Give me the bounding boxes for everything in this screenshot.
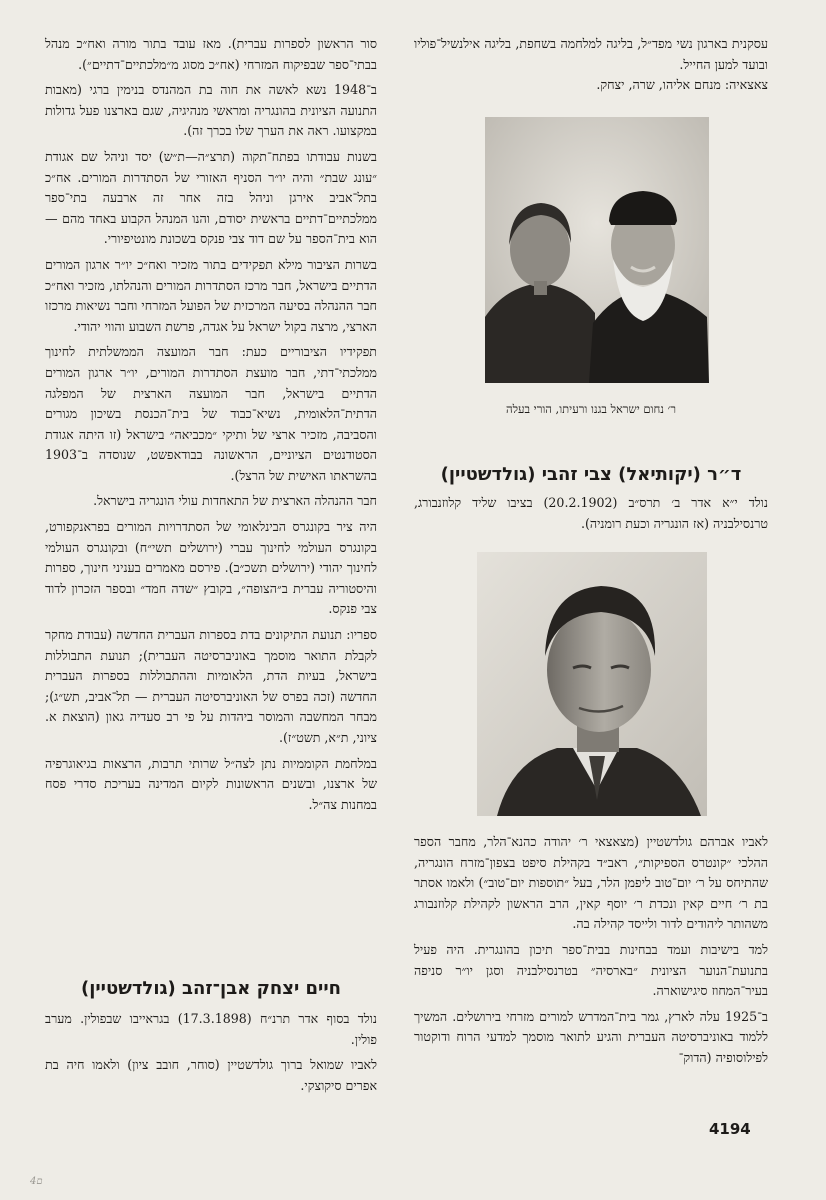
left-paragraph: במלחמת הקוממיות נתן לצה״ל שרותי תרבות, הרצאות בגיאוגרפיה של ארצנו, ובשנים הראשונות לקיום המדינה בעריכת סדרי פסח במחנות צה״ל. — [45, 755, 377, 812]
couple-photo-caption: ר׳ נחום ישראל בגנו ורעיתו, הורי בעלה — [505, 402, 676, 416]
portrait-photo-image — [477, 552, 707, 816]
left-paragraph: ספריו: תנועת התיקונים בדת בספרות העברית החדשה (עבודת מחקר לקבלת התואר מוסמך באוניברסיטה העברית); תנועת התבוללות בישראל, בעיות הדת, הלאומיות וההתבוללות בספרות העברית החדשה (זכה בפרס של האוניברסיטה העברית — תל־אביב, תש״ג); מבחר המחשבה והמוסר ביהדות על פי רב סעדיה גאון (הוצאת א. ציוני, ת״א, תשט״ז). — [45, 627, 377, 745]
left-paragraph: תפקידיו הציבוריים כעת: חבר המועצה הממשלתית לחינוך ממלכתי־דתי, חבר מועצת הסתדרות המורים, יו״ר ארגון המורים הדתיים בישראל, חבר המועצה הארצית של המפלגה הדתית־הלאומית, נשיא־כבוד של בית־הכנסת בשיכון מגורים והסביבה, מזכיר ארצי של ותיקי ״מכביאה״ בישראל (זו היתה אגודת הסטודנטים הציוניים, הראשונה בבודאפשט, שנוסדה ב־1903 בהשראתו האישית של הרצל). — [45, 344, 377, 483]
descendants-line: צאצאיה: מנחם אליהו, שרה, יצחק. — [596, 77, 768, 93]
left-paragraph: ב־1948 נשא לאשה את חוה בת המהנדס בנימין ברגי (מאבות התנועה הציונית בהונגריה ומראשי מנהיגיה, שגם בארצנו פעל גדולות במקצועו. ראה את הערך שלו בכרך זה). — [45, 82, 377, 139]
left-paragraph: בשרות הציבור מילא תפקידים בתור מזכיר ואח״כ יו״ר ארגון המורים הדתיים בישראל, חבר מרכז הסתדרות המורים והנהלתו, מזכיר ואח״כ חבר ההנהלה בסיעה המרכזית של הפועל המזרחי וחבר נשיאות מרכזו הארצי, מרצה בקול ישראל על אגדה, פרשת השבוע והווי יהודי. — [45, 256, 377, 334]
entry-paragraph: למד בישיבות ועמד בבחינות בבית־ספר תיכון בהונגרית. היה פעיל בתנועת־הנוער הציונית ״בארסיה״ בטרנסילבניה וסגן יו״ר סניפה בעיר־המחוז סיגישוארה. — [414, 941, 768, 999]
right-column-top — [414, 34, 768, 96]
page-number: 4194 — [709, 1120, 751, 1138]
pencil-note: 4ם — [30, 1176, 43, 1187]
right-paragraph: עסקנית בארגון נשי מפד״ל, בליגה למלחמה בשחפת, בליגה אילנשיל־פוליו ובועד למען החייל. — [414, 36, 768, 72]
entry-heading: ד״ר (יקותיאל) צבי זהבי (גולדשטיין) — [440, 464, 742, 485]
couple-photo-image — [485, 117, 709, 383]
entry-birth: נולד י״א אדר ב׳ תרס״ב (20.2.1902) בציבו שליד קלוזנבורג, טרנסילבניה (אז הונגריה וכעת רומניה). — [414, 495, 768, 531]
entry-tzvi-zehavi-body — [414, 832, 768, 1069]
entry-paragraph: נולד בסוף אדר תרנ״ח (17.3.1898) בגראייבו שבפולין. מערב פולין. — [45, 1011, 377, 1047]
left-paragraph: היה ציר בקונגרס הבינלאומי של הסתדרויות המורים בפראנקפורט, בקונגרס העולמי לחינוך עברי (ירושלים תשי״ח) ובקונגרס העולמי לחינוך יהודי (ירושלים תשכ״ב). פירסם מאמרים בעניני חינוך, ספרות והיסטוריה עברית ב״הצופה״, בקובץ ״שדה חמד״ ובספר הזכרון לדוד צבי פנקס. — [45, 519, 377, 617]
left-paragraph: בשנות עבודתו בפתח־תקוה (תרצ״ה—ת״ש) יסד וניהל שם אגודת ״עונג שבת״ והיה יו״ר הסניף האזורי של הסתדרות המורים. אח״כ בתל־אביב אירגן וניהל בזה אחר זה ארבעה בתי־ספר ממלכתיים־דתיים בראשית יסודם, והנו המנהל הקבוע באחד מהם — הוא בית־הספר על שם דוד צבי פנקס בשכונת מונטיפיורי. — [45, 148, 377, 247]
couple-photo — [485, 117, 709, 383]
left-column — [45, 34, 377, 815]
left-paragraph: חבר ההנהלה הארצית של התאחדות עולי הונגריה בישראל. — [93, 493, 377, 509]
entry-chaim-yitzhak — [45, 978, 377, 1096]
entry-paragraph: לאביו שמואל ברוך גולדשטיין (סוחר, חובב ציון) ולאמו חיה בת אפרים סיקוצקי. — [45, 1057, 377, 1093]
entry-paragraph: לאביו אברהם גולדשטיין (מצאצאי ר׳ יהודה כהנא־הלר, מחבר הספר ההלכי ״קונטרס הספיקות״, ראב״ד בקהילת סיפט בצפון־מזרח הונגריה, שהתיחס על ר׳ יום־טוב ליפמן הלר, בעל ״תוספות יום־טוב״) ולאמו אסתר בת ר׳ חיים קאין ונכדת ר׳ יוסף קאין, הרב הראשון לקהילת קלוזנבורג משהותר ליהודים לדור ולייסד קהילה בה. — [414, 834, 768, 932]
left-paragraph: סור הראשון לספרות עברית). מאז עובד בתור מורה ואח״כ מנהל בבתי־ספר שבפיקוח המזרחי (אח״כ מסוג מ״מלכתיים־דתיים״). — [45, 36, 377, 72]
portrait-photo — [477, 552, 707, 816]
entry-paragraph: ב־1925 עלה לארץ, גמר בית־המדרש למורים מזרחי בירושלים. המשיך ללמוד באוניברסיטה העברית והגיע לתואר מוסמך למדעי הרוח ודוקטור לפילוסופיה (הדוק־ — [414, 1008, 768, 1065]
entry-heading: חיים יצחק אבן־זהב (גולדשטיין) — [80, 978, 342, 999]
entry-tzvi-zehavi — [414, 464, 768, 534]
